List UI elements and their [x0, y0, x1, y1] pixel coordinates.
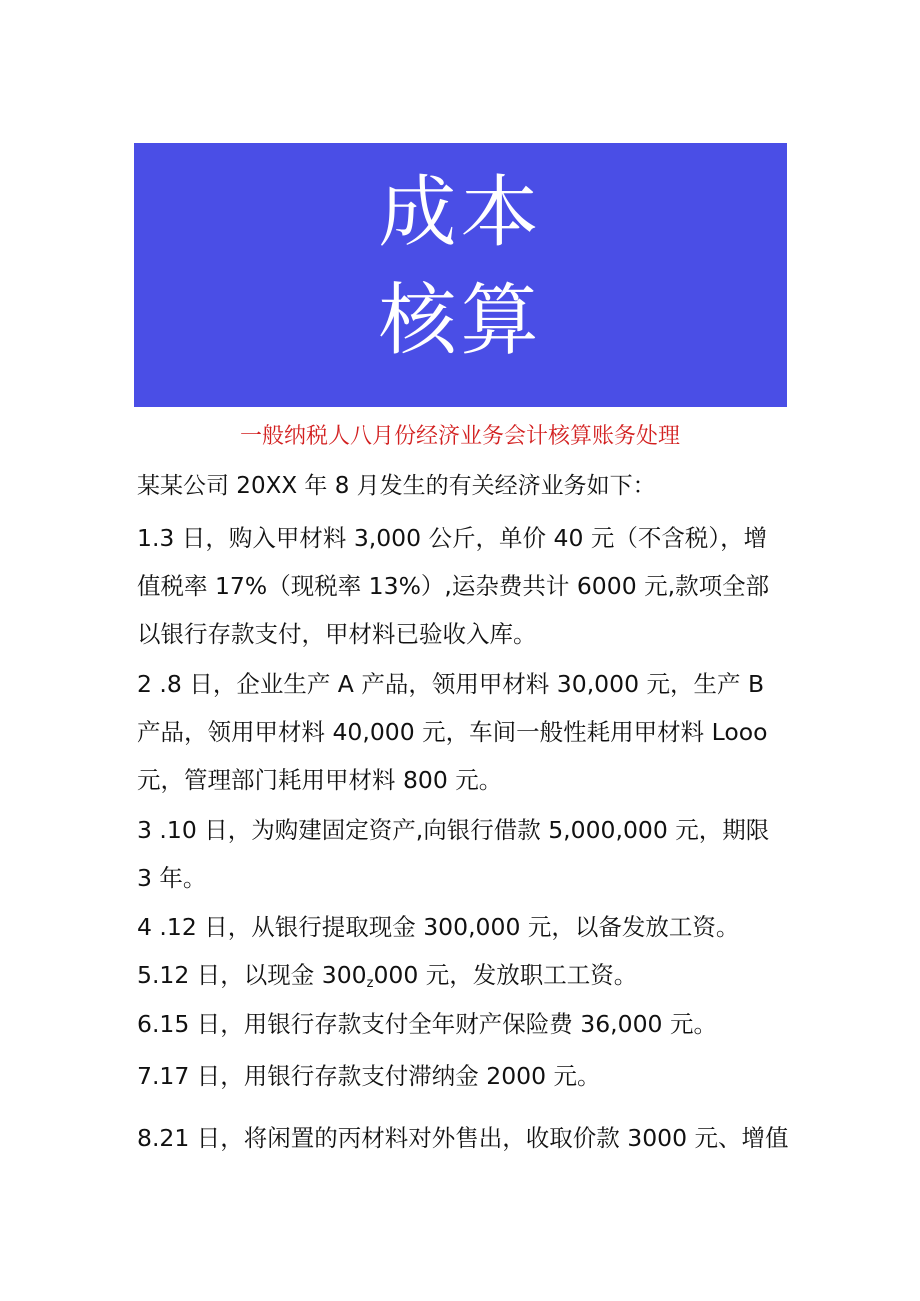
intro-paragraph: 某某公司 20XX 年 8 月发生的有关经济业务如下：	[137, 473, 656, 499]
item-5-part-a: 5.12 日，以现金 300	[137, 961, 367, 989]
item-5-part-b: 000 元，发放职工工资。	[373, 961, 638, 989]
item-1-line-3: 以银行存款支付，甲材料已验收入库。	[137, 620, 537, 648]
item-4: 4 .12 日，从银行提取现金 300,000 元，以备发放工资。	[137, 913, 740, 941]
item-8-line-1: 8.21 日，将闲置的丙材料对外售出，收取价款 3000 元、增值	[137, 1124, 789, 1152]
item-7: 7.17 日，用银行存款支付滞纳金 2000 元。	[137, 1062, 601, 1090]
item-1-line-2: 值税率 17%（现税率 13%）,运杂费共计 6000 元,款项全部	[137, 572, 770, 600]
document-subtitle: 一般纳税人八月份经济业务会计核算账务处理	[239, 424, 680, 449]
item-1-line-1: 1.3 日，购入甲材料 3,000 公斤，单价 40 元（不含税），增	[137, 524, 768, 552]
item-2-line-3: 元，管理部门耗用甲材料 800 元。	[137, 766, 503, 794]
item-3-line-2: 3 年。	[137, 864, 207, 892]
item-2-line-1: 2 .8 日，企业生产 A 产品，领用甲材料 30,000 元，生产 B	[137, 670, 765, 698]
banner-title-line-1: 成本	[378, 168, 543, 258]
item-2-line-2: 产品，领用甲材料 40,000 元，车间一般性耗用甲材料 Looo	[137, 718, 768, 746]
item-5	[137, 957, 637, 1002]
title-banner	[134, 143, 787, 407]
item-3-line-1: 3 .10 日，为购建固定资产,向银行借款 5,000,000 元，期限	[137, 816, 770, 844]
banner-title-line-2: 核算	[378, 276, 543, 366]
item-6: 6.15 日，用银行存款支付全年财产保险费 36,000 元。	[137, 1010, 717, 1038]
item-5-subscript: z	[366, 976, 374, 991]
